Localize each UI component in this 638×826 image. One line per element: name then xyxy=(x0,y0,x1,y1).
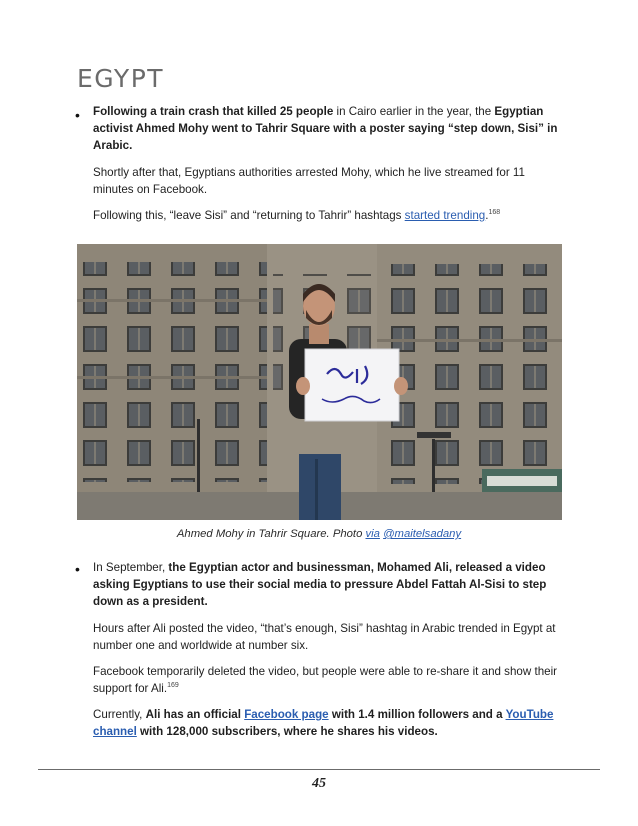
section-2 xyxy=(93,559,565,740)
section-1-para-2: Shortly after that, Egyptians authorities arrested Mohy, which he live streamed for 11 minutes on Facebook. xyxy=(93,166,525,196)
footer-divider xyxy=(38,769,600,770)
started-trending-link[interactable]: started trending xyxy=(404,209,486,222)
para-3-text: Following this, “leave Sisi” and “returning to Tahrir” hashtags xyxy=(93,209,405,222)
bullet-2: • xyxy=(75,561,80,577)
footnote-ref-169: 169 xyxy=(167,682,179,689)
para-3b-text: Facebook temporarily deleted the video, but people were able to re-share it and show their support for Ali. xyxy=(93,665,558,695)
lead-bold-1: Following a train crash that killed 25 people xyxy=(93,105,334,118)
protest-photo xyxy=(77,244,562,520)
lead-bold-2: Egyptian activist Ahmed Mohy went to Tahrir Square with a poster saying “step down, Sisi” in Arabic. xyxy=(93,105,558,152)
para-4-bold-1: Ali has an official xyxy=(145,708,245,721)
facebook-page-link[interactable]: Facebook page xyxy=(244,708,329,721)
para-4-text: Currently, xyxy=(93,708,146,721)
photo-illustration xyxy=(77,244,562,520)
section-2-para-2: Hours after Ali posted the video, “that’s enough, Sisi” hashtag in Arabic trended in Egypt at number one and worldwide at number six. xyxy=(93,622,556,652)
via-link[interactable]: via xyxy=(365,528,380,540)
section-1-para-3 xyxy=(93,207,565,224)
section-2-para-3 xyxy=(93,663,565,697)
lead-text-2: In September, xyxy=(93,561,169,574)
section-2-lead xyxy=(93,559,565,610)
page-number: 45 xyxy=(312,776,326,791)
photo-caption xyxy=(0,528,638,540)
para-4-bold-2: with 1.4 million followers and a xyxy=(328,708,506,721)
para-3-period: . xyxy=(485,209,489,222)
caption-text: Ahmed Mohy in Tahrir Square. Photo xyxy=(176,528,366,540)
lead-text-1: in Cairo earlier in the year, the xyxy=(333,105,495,118)
para-4-bold-3: with 128,000 subscribers, where he shares his videos. xyxy=(136,725,438,738)
lead-bold-3: the Egyptian actor and businessman, Mohamed Ali, released a video asking Egyptians to use their social media to pressure Abdel Fattah Al-Sisi to step down as a president. xyxy=(93,561,547,608)
section-1 xyxy=(93,103,565,224)
maitelsadany-link[interactable]: @maitelsadany xyxy=(383,528,462,540)
footnote-ref-168: 168 xyxy=(488,209,501,216)
youtube-channel-link[interactable]: YouTube channel xyxy=(93,708,554,738)
section-1-lead xyxy=(93,103,565,154)
bullet-1: • xyxy=(75,107,80,123)
section-2-para-4 xyxy=(93,706,565,740)
section-heading: EGYPT xyxy=(77,64,165,93)
